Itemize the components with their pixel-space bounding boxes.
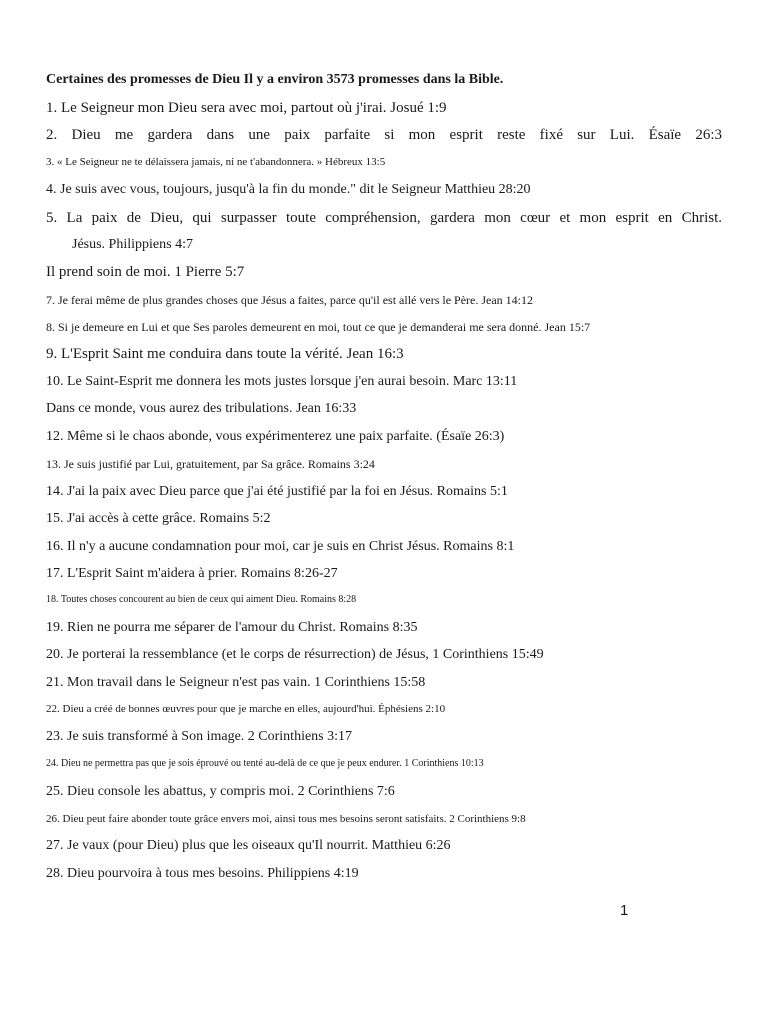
promise-2: 2. Dieu me gardera dans une paix parfaite si mon esprit reste fixé sur Lui. Ésaïe 26:3: [46, 127, 722, 143]
promise-5: 5. La paix de Dieu, qui surpasser toute compréhension, gardera mon cœur et mon esprit en Christ.: [46, 210, 722, 226]
promise-28: 28. Dieu pourvoira à tous mes besoins. Philippiens 4:19: [46, 866, 359, 881]
promise-6: Il prend soin de moi. 1 Pierre 5:7: [46, 264, 245, 280]
promise-13: 13. Je suis justifié par Lui, gratuitement, par Sa grâce. Romains 3:24: [46, 457, 375, 471]
promise-20: 20. Je porterai la ressemblance (et le corps de résurrection) de Jésus, 1 Corinthiens 15:49: [46, 647, 544, 662]
promise-10: 10. Le Saint-Esprit me donnera les mots justes lorsque j'en aurai besoin. Marc 13:11: [46, 374, 518, 389]
promise-15: 15. J'ai accès à cette grâce. Romains 5:2: [46, 511, 271, 526]
promise-3: 3. « Le Seigneur ne te délaissera jamais, ni ne t'abandonnera. » Hébreux 13:5: [46, 156, 386, 168]
promise-19: 19. Rien ne pourra me séparer de l'amour du Christ. Romains 8:35: [46, 620, 418, 635]
promise-22: 22. Dieu a créé de bonnes œuvres pour que je marche en elles, aujourd'hui. Éphésiens 2:10: [46, 703, 446, 715]
promise-25: 25. Dieu console les abattus, y compris moi. 2 Corinthiens 7:6: [46, 784, 395, 799]
promise-8: 8. Si je demeure en Lui et que Ses paroles demeurent en moi, tout ce que je demanderai me sera donné. Jean 15:7: [46, 320, 591, 334]
promise-11: Dans ce monde, vous aurez des tribulations. Jean 16:33: [46, 401, 357, 416]
promise-5-continuation: Jésus. Philippiens 4:7: [72, 237, 193, 252]
promise-9: 9. L'Esprit Saint me conduira dans toute la vérité. Jean 16:3: [46, 346, 404, 362]
promise-27: 27. Je vaux (pour Dieu) plus que les oiseaux qu'Il nourrit. Matthieu 6:26: [46, 838, 451, 853]
promise-26: 26. Dieu peut faire abonder toute grâce envers moi, ainsi tous mes besoins seront satisfaits. 2 Corinthiens 9:8: [46, 813, 526, 825]
promise-21: 21. Mon travail dans le Seigneur n'est pas vain. 1 Corinthiens 15:58: [46, 675, 426, 690]
promise-4: 4. Je suis avec vous, toujours, jusqu'à la fin du monde." dit le Seigneur Matthieu 28:20: [46, 182, 531, 197]
promise-14: 14. J'ai la paix avec Dieu parce que j'ai été justifié par la foi en Jésus. Romains 5:1: [46, 484, 508, 499]
promise-23: 23. Je suis transformé à Son image. 2 Corinthiens 3:17: [46, 729, 353, 744]
promise-16: 16. Il n'y a aucune condamnation pour moi, car je suis en Christ Jésus. Romains 8:1: [46, 539, 515, 554]
promise-12: 12. Même si le chaos abonde, vous expérimenterez une paix parfaite. (Ésaïe 26:3): [46, 429, 505, 444]
promise-1: 1. Le Seigneur mon Dieu sera avec moi, partout où j'irai. Josué 1:9: [46, 100, 447, 116]
promise-18: 18. Toutes choses concourent au bien de ceux qui aiment Dieu. Romains 8:28: [46, 594, 357, 605]
promise-24: 24. Dieu ne permettra pas que je sois éprouvé ou tenté au-delà de ce que je peux endurer. 1 Corinthiens 10:13: [46, 758, 484, 769]
document-title: Certaines des promesses de Dieu Il y a environ 3573 promesses dans la Bible.: [46, 72, 504, 87]
promise-7: 7. Je ferai même de plus grandes choses que Jésus a faites, parce qu'il est allé vers le Père. Jean 14:12: [46, 293, 533, 307]
page-number: 1: [620, 902, 629, 919]
promise-17: 17. L'Esprit Saint m'aidera à prier. Romains 8:26-27: [46, 566, 338, 581]
